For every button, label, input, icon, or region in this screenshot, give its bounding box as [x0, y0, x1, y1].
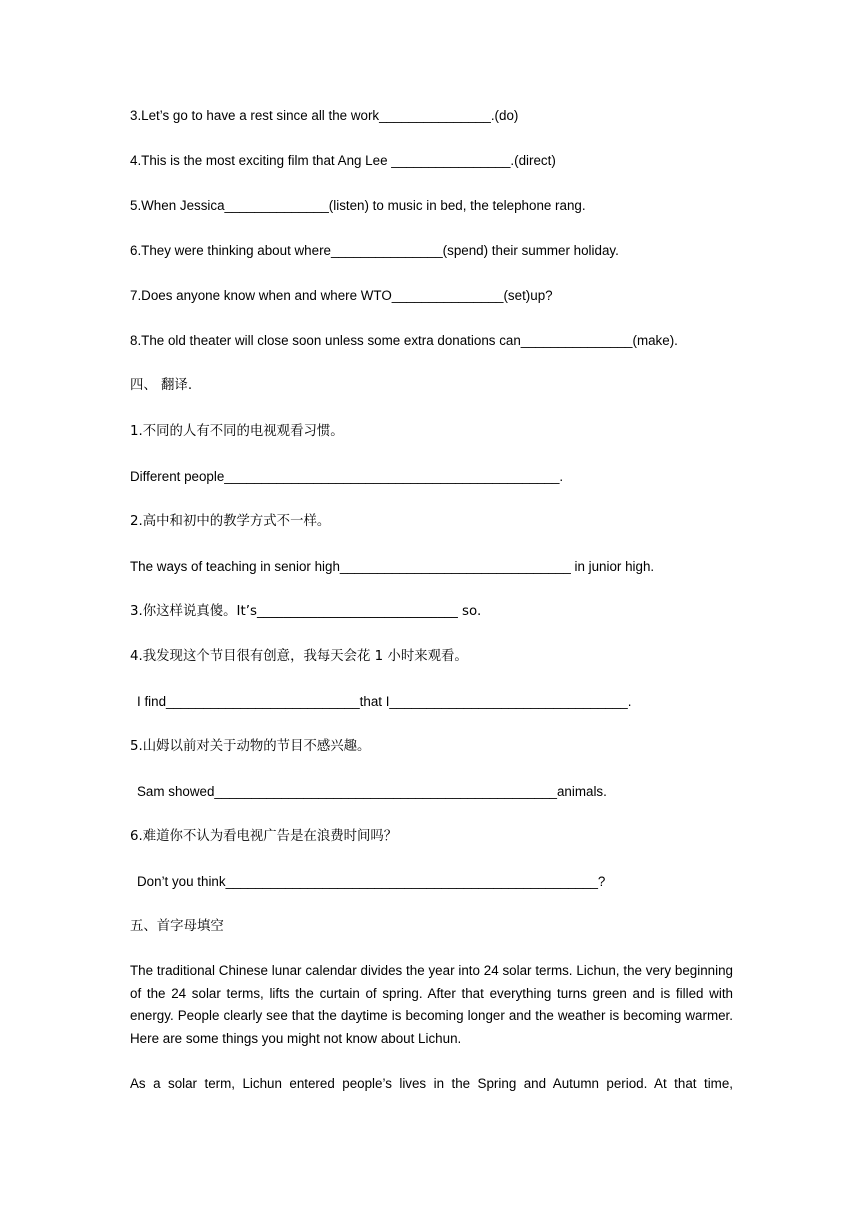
translation-q5-chinese: 5.山姆以前对关于动物的节目不感兴趣。 — [130, 739, 371, 754]
first-letter-paragraph-1: The traditional Chinese lunar calendar divides the year into 24 solar terms. Lichun, the very beginning of the 24 solar terms, lifts the curtain of spring. After that everything turns green and is filled with energy. People clearly see that the daytime is becoming longer and the weather is becoming warmer. Here are some things you might not know about Lichun. — [130, 963, 733, 1046]
translation-q2-english: The ways of teaching in senior high_______________________________ in junior high. — [130, 559, 655, 574]
exercise-6: 6.They were thinking about where_______________(spend) their summer holiday. — [130, 243, 619, 258]
exercise-7: 7.Does anyone know when and where WTO_______________(set)up? — [130, 288, 553, 303]
first-letter-heading: 五、首字母填空 — [130, 919, 224, 934]
exercise-4: 4.This is the most exciting film that Ang Lee ________________.(direct) — [130, 153, 556, 168]
translation-q6-chinese: 6.难道你不认为看电视广告是在浪费时间吗？ — [130, 829, 398, 844]
exercise-5: 5.When Jessica______________(listen) to music in bed, the telephone rang. — [130, 198, 586, 213]
translation-q2-chinese: 2.高中和初中的教学方式不一样。 — [130, 514, 331, 529]
translation-q5-english: Sam showed______________________________________________animals. — [137, 784, 607, 799]
exercise-3: 3.Let’s go to have a rest since all the work_______________.(do) — [130, 108, 519, 123]
exercise-8: 8.The old theater will close soon unless some extra donations can_______________(make). — [130, 333, 678, 348]
translation-heading: 四、 翻译. — [130, 378, 193, 393]
translation-q4-chinese: 4.我发现这个节目很有创意，我每天会花 1 小时来观看。 — [130, 649, 468, 664]
translation-q1-english: Different people_____________________________________________. — [130, 469, 564, 484]
translation-q3: 3.你这样说真傻。It’s______________________________ so. — [130, 604, 482, 619]
translation-q4-english: I find__________________________that I________________________________. — [137, 694, 632, 709]
translation-q1-chinese: 1.不同的人有不同的电视观看习惯。 — [130, 424, 344, 439]
translation-q6-english: Don’t you think__________________________________________________? — [137, 874, 606, 889]
first-letter-paragraph-2: As a solar term, Lichun entered people’s lives in the Spring and Autumn period. At that time, — [130, 1076, 733, 1091]
